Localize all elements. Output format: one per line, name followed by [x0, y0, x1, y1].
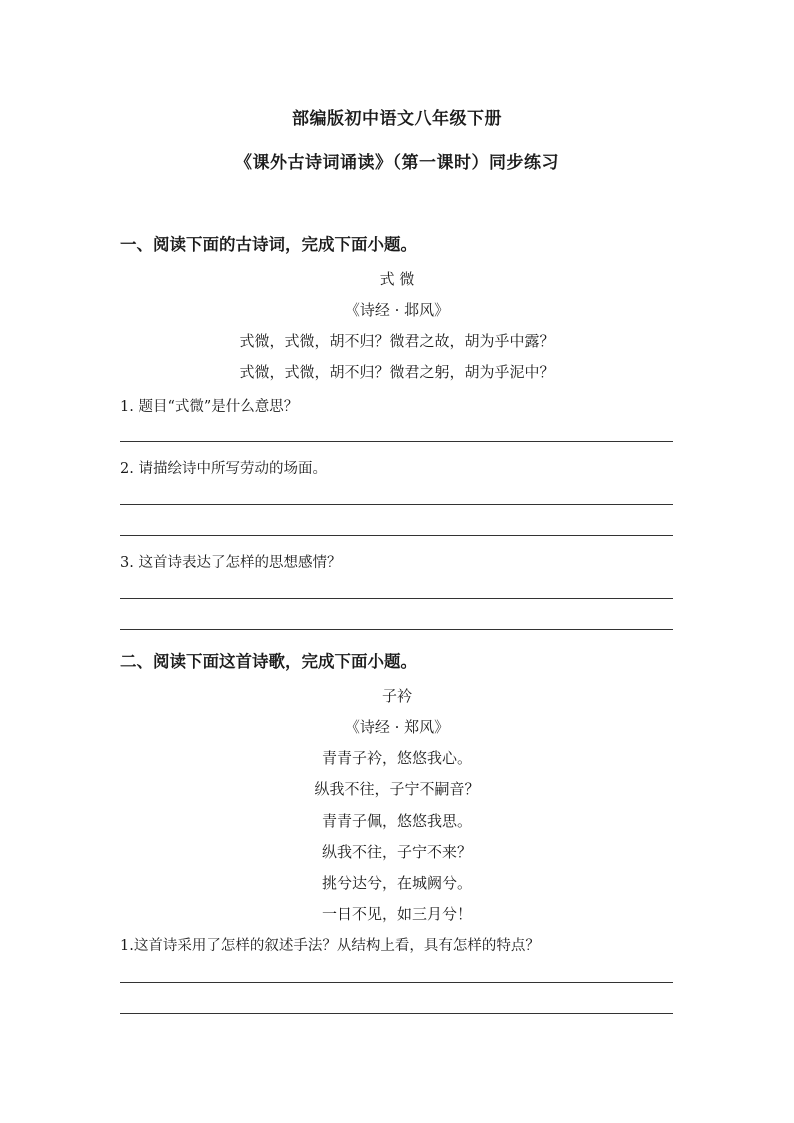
question-1-2: 2. 请描绘诗中所写劳动的场面。 — [120, 461, 327, 477]
section-2-heading: 二、阅读下面这首诗歌，完成下面小题。 — [120, 652, 417, 671]
poem-2-title: 子衿 — [381, 687, 412, 705]
poem-1-line: 式微，式微，胡不归？微君之故，胡为乎中露？ — [239, 332, 555, 350]
poem-2-line: 一日不见，如三月兮！ — [321, 905, 472, 923]
document-subtitle: 《课外古诗词诵读》（第一课时）同步练习 — [235, 153, 559, 173]
document-title: 部编版初中语文八年级下册 — [292, 109, 502, 129]
section-1-heading: 一、阅读下面的古诗词，完成下面小题。 — [120, 235, 417, 254]
answer-line[interactable] — [120, 629, 673, 630]
poem-1-source: 《诗经 · 邶风》 — [344, 301, 450, 319]
question-1-1: 1. 题目“式微”是什么意思？ — [120, 399, 299, 415]
answer-line[interactable] — [120, 535, 673, 536]
poem-2-line: 青青子衿，悠悠我心。 — [321, 749, 472, 767]
poem-2-line: 青青子佩，悠悠我思。 — [321, 812, 472, 830]
poem-1-title: 式 微 — [379, 270, 415, 288]
answer-line[interactable] — [120, 504, 673, 505]
answer-line[interactable] — [120, 1013, 673, 1014]
poem-2-line: 挑兮达兮，在城阙兮。 — [321, 874, 472, 892]
answer-line[interactable] — [120, 982, 673, 983]
poem-2-source: 《诗经 · 郑风》 — [344, 718, 450, 736]
poem-2-line: 纵我不往，子宁不来？ — [321, 843, 472, 861]
answer-line[interactable] — [120, 598, 673, 599]
poem-2-line: 纵我不往，子宁不嗣音？ — [314, 780, 480, 798]
question-1-3: 3. 这首诗表达了怎样的思想感情？ — [120, 555, 342, 571]
question-2-1: 1.这首诗采用了怎样的叙述手法？从结构上看，具有怎样的特点？ — [120, 938, 540, 954]
answer-line[interactable] — [120, 441, 673, 442]
poem-1-line: 式微，式微，胡不归？微君之躬，胡为乎泥中？ — [239, 363, 555, 381]
